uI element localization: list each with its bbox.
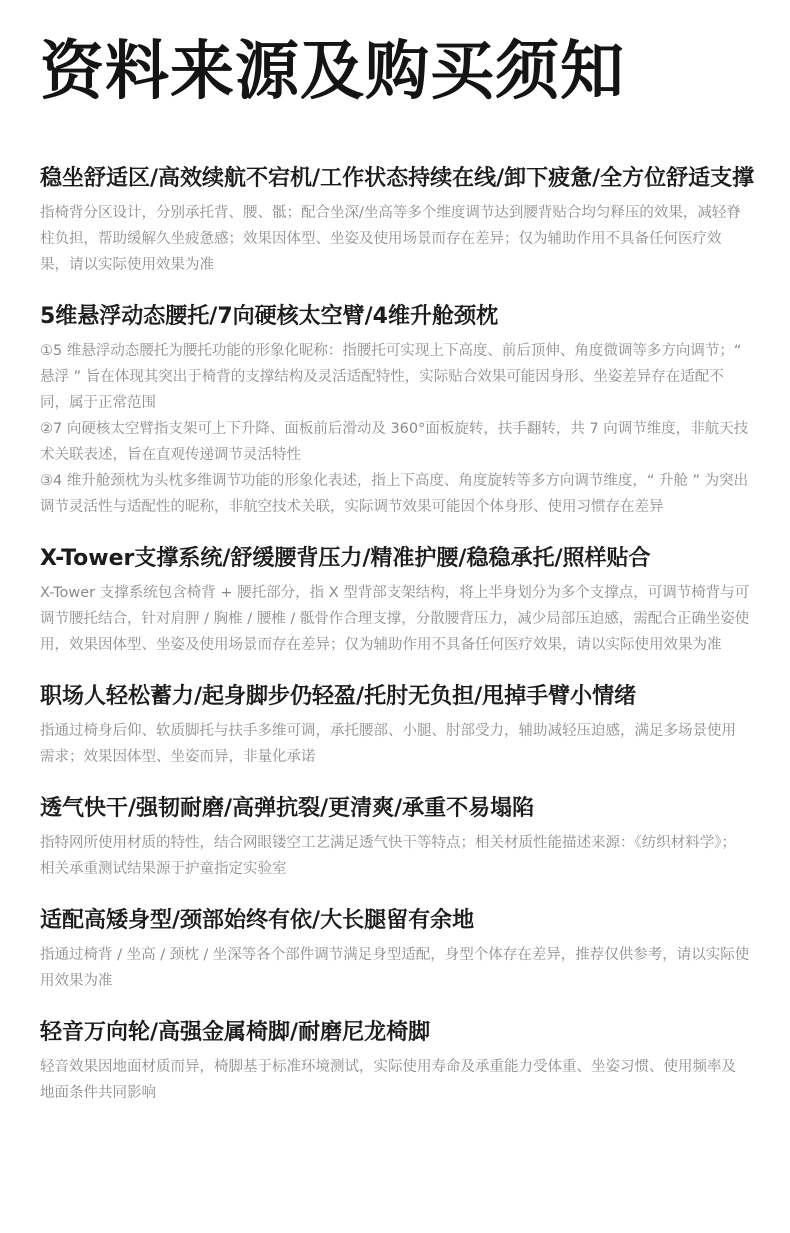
section-heading: 轻音万向轮/高强金属椅脚/耐磨尼龙椅脚 [40,1020,431,1045]
note-section [40,544,750,658]
page-title: 资料来源及购买须知 [40,35,625,109]
note-section [40,302,750,520]
section-heading: 职场人轻松蓄力/起身脚步仍轻盈/托肘无负担/甩掉手臂小情绪 [40,684,637,709]
notes-list [40,164,755,1106]
section-heading: 适配高矮身型/颈部始终有依/大长腿留有余地 [40,908,475,933]
section-paragraph: ③4 维升舱颈枕为头枕多维调节功能的形象化表述，指上下高度、角度旋转等多方向调节维度，“ 升舱 ” 为突出调节灵活性与适配性的昵称，非航空技术关联，实际调节效果可能因个体身形、使用习惯存在差异 [40,473,749,515]
section-heading: X-Tower支撑系统/舒缓腰背压力/精准护腰/稳稳承托/照样贴合 [40,546,651,571]
note-section [40,906,750,994]
section-heading: 稳坐舒适区/高效续航不宕机/工作状态持续在线/卸下疲惫/全方位舒适支撑 [40,166,755,191]
note-section [40,164,755,278]
section-paragraph: 轻音效果因地面材质而异，椅脚基于标准环境测试，实际使用寿命及承重能力受体重、坐姿习惯、使用频率及地面条件共同影响 [40,1059,736,1101]
note-section [40,1018,750,1106]
note-section [40,794,750,882]
section-paragraph: 指通过椅背 / 坐高 / 颈枕 / 坐深等各个部件调节满足身型适配，身型个体存在差异，推荐仅供参考，请以实际使用效果为准 [40,947,750,989]
note-section [40,682,750,770]
section-heading: 5维悬浮动态腰托/7向硬核太空臂/4维升舱颈枕 [40,304,498,329]
section-paragraph: ①5 维悬浮动态腰托为腰托功能的形象化昵称：指腰托可实现上下高度、前后顶伸、角度微调等多方向调节；“ 悬浮 ” 旨在体现其突出于椅背的支撑结构及灵活适配特性，实际贴合效果可能因身形、坐姿差异存在适配不同，属于正常范围 [40,343,742,411]
section-paragraph: X-Tower 支撑系统包含椅背 + 腰托部分，指 X 型背部支架结构，将上半身划分为多个支撑点，可调节椅背与可调节腰托结合，针对肩胛 / 胸椎 / 腰椎 / 骶骨作合理支撑，分散腰背压力，减少局部压迫感，需配合正确坐姿使用，效果因体型、坐姿及使用场景而存在差异；仅为辅助作用不具备任何医疗效果，请以实际使用效果为准 [40,585,750,653]
section-paragraph: ②7 向硬核太空臂指支架可上下升降、面板前后滑动及 360°面板旋转，扶手翻转，共 7 向调节维度，非航天技术关联表述，旨在直观传递调节灵活特性 [40,421,749,463]
section-paragraph: 指椅背分区设计，分别承托背、腰、骶；配合坐深/坐高等多个维度调节达到腰背贴合均匀释压的效果，减轻脊柱负担，帮助缓解久坐疲惫感；效果因体型、坐姿及使用场景而存在差异；仅为辅助作用不具备任何医疗效果，请以实际使用效果为准 [40,205,741,273]
section-paragraph: 指通过椅身后仰、软质脚托与扶手多维可调，承托腰部、小腿、肘部受力，辅助减轻压迫感，满足多场景使用需求；效果因体型、坐姿而异，非量化承诺 [40,723,736,765]
section-heading: 透气快干/强韧耐磨/高弹抗裂/更清爽/承重不易塌陷 [40,796,535,821]
section-paragraph: 指特网所使用材质的特性，结合网眼镂空工艺满足透气快干等特点；相关材质性能描述来源：《纺织材料学》；相关承重测试结果源于护童指定实验室 [40,835,736,877]
